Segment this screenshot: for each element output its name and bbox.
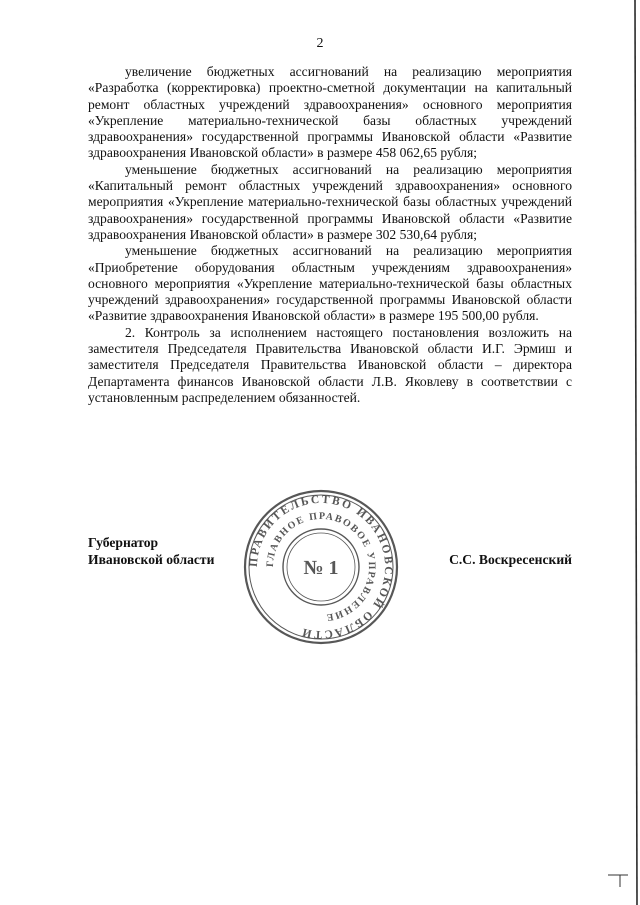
paragraph-decrease-equipment: уменьшение бюджетных ассигнований на реализацию мероприятия «Приобретение оборудования областным учреждениям здравоохранения» основного мероприятия «Укрепление материально-технической базы областных учреждений здравоохранения» государственной программы Ивановской области «Развитие здравоохранения Ивановской области» в размере 195 500,00 рубля.: [88, 243, 572, 324]
document-body: [88, 64, 572, 406]
seal-inner-text: ГЛАВНОЕ ПРАВОВОЕ УПРАВЛЕНИЕ: [264, 510, 378, 623]
scan-corner-mark: [608, 873, 630, 887]
signer-title-line2: Ивановской области: [88, 552, 215, 567]
seal-center-number: № 1: [303, 557, 339, 579]
page-number: 2: [316, 36, 324, 51]
signer-name: С.С. Воскресенский: [449, 552, 572, 567]
paragraph-decrease-repair: уменьшение бюджетных ассигнований на реализацию мероприятия «Капитальный ремонт областных учреждений здравоохранения» основного мероприятия «Укрепление материально-технической базы областных учреждений здравоохранения» государственной программы Ивановской области «Развитие здравоохранения Ивановской области» в размере 302 530,64 рубля;: [88, 161, 572, 242]
signer-title-line1: Губернатор: [88, 535, 159, 550]
paragraph-increase-design: увеличение бюджетных ассигнований на реализацию мероприятия «Разработка (корректировка) проектно-сметной документации на капитальный ремонт областных учреждений здравоохранения» основного мероприятия «Укрепление материально-технической базы областных учреждений здравоохранения» государственной программы Ивановской области «Развитие здравоохранения Ивановской области» в размере 458 062,65 рубля;: [88, 64, 572, 161]
scan-edge-shadow: [632, 0, 640, 905]
paragraph-control-clause: 2. Контроль за исполнением настоящего постановления возложить на заместителя Председателя Правительства Ивановской области И.Г. Эрмиш и заместителя Председателя Правительства Ивановской области – директора Департамента финансов Ивановской области Л.В. Яковлеву в соответствии с установленным распределением обязанностей.: [88, 324, 572, 405]
signer-title: [88, 534, 214, 568]
seal-outer-text: ПРАВИТЕЛЬСТВО ИВАНОВСКОЙ ОБЛАСТИ: [247, 493, 395, 641]
official-seal-stamp: [240, 486, 402, 648]
